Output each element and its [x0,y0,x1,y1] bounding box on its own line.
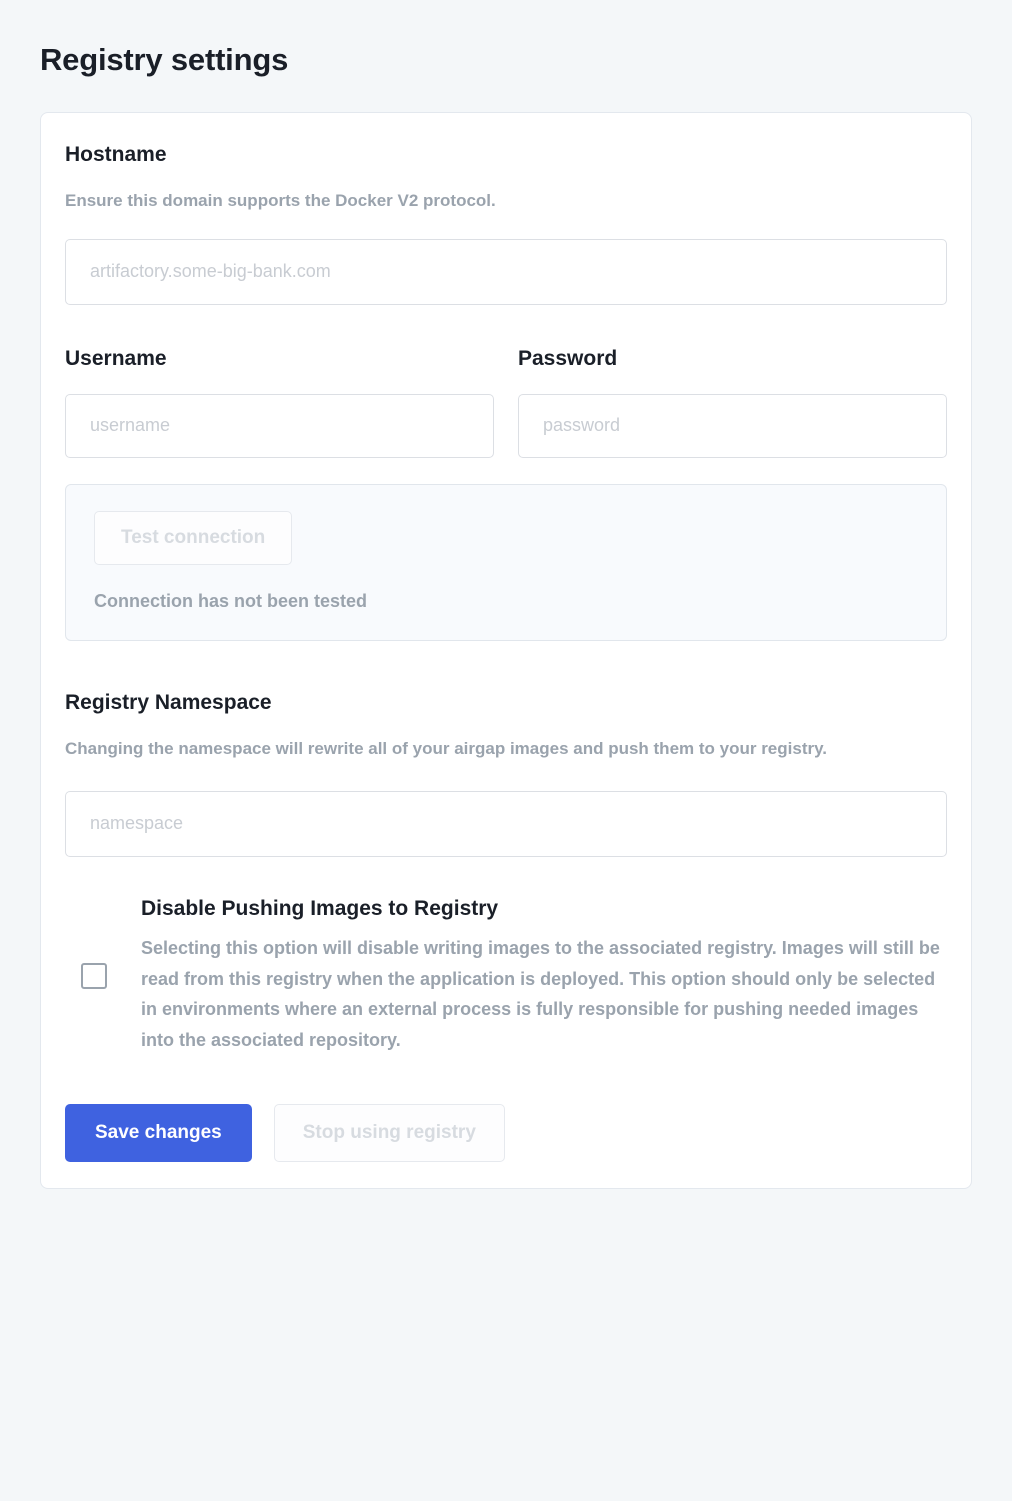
disable-push-row[interactable] [65,897,947,1057]
hostname-input[interactable] [65,239,947,305]
username-label: Username [65,346,167,370]
namespace-section [65,689,947,857]
password-label: Password [518,346,618,370]
password-input[interactable] [518,394,947,458]
hostname-section [65,141,947,305]
stop-using-registry-button[interactable]: Stop using registry [274,1104,505,1162]
hostname-helper-text: Ensure this domain supports the Docker V2 protocol. [65,191,496,211]
test-connection-panel [65,484,947,641]
disable-push-content [141,897,947,1057]
disable-push-checkbox[interactable] [81,963,107,989]
hostname-label: Hostname [65,143,167,166]
form-actions [65,1104,947,1162]
page-title: Registry settings [40,42,289,77]
disable-push-title: Disable Pushing Images to Registry [141,896,499,920]
credentials-row [65,345,947,458]
registry-settings-card [40,112,972,1189]
namespace-helper-text: Changing the namespace will rewrite all of your airgap images and push them to your registry. [65,739,828,759]
namespace-label: Registry Namespace [65,690,272,714]
namespace-input[interactable] [65,791,947,857]
test-connection-status: Connection has not been tested [94,590,368,611]
password-field-group [518,345,947,458]
save-changes-button[interactable]: Save changes [65,1104,252,1162]
username-input[interactable] [65,394,494,458]
disable-push-checkbox-wrap[interactable] [81,963,141,989]
test-connection-button[interactable]: Test connection [94,511,292,565]
disable-push-description: Selecting this option will disable writing images to the associated registry. Images will still be read from this registry when the application is deployed. This option should only be selected in environments where an external process is fully responsible for pushing needed images into the associated repository. [141,937,940,1051]
username-field-group [65,345,494,458]
